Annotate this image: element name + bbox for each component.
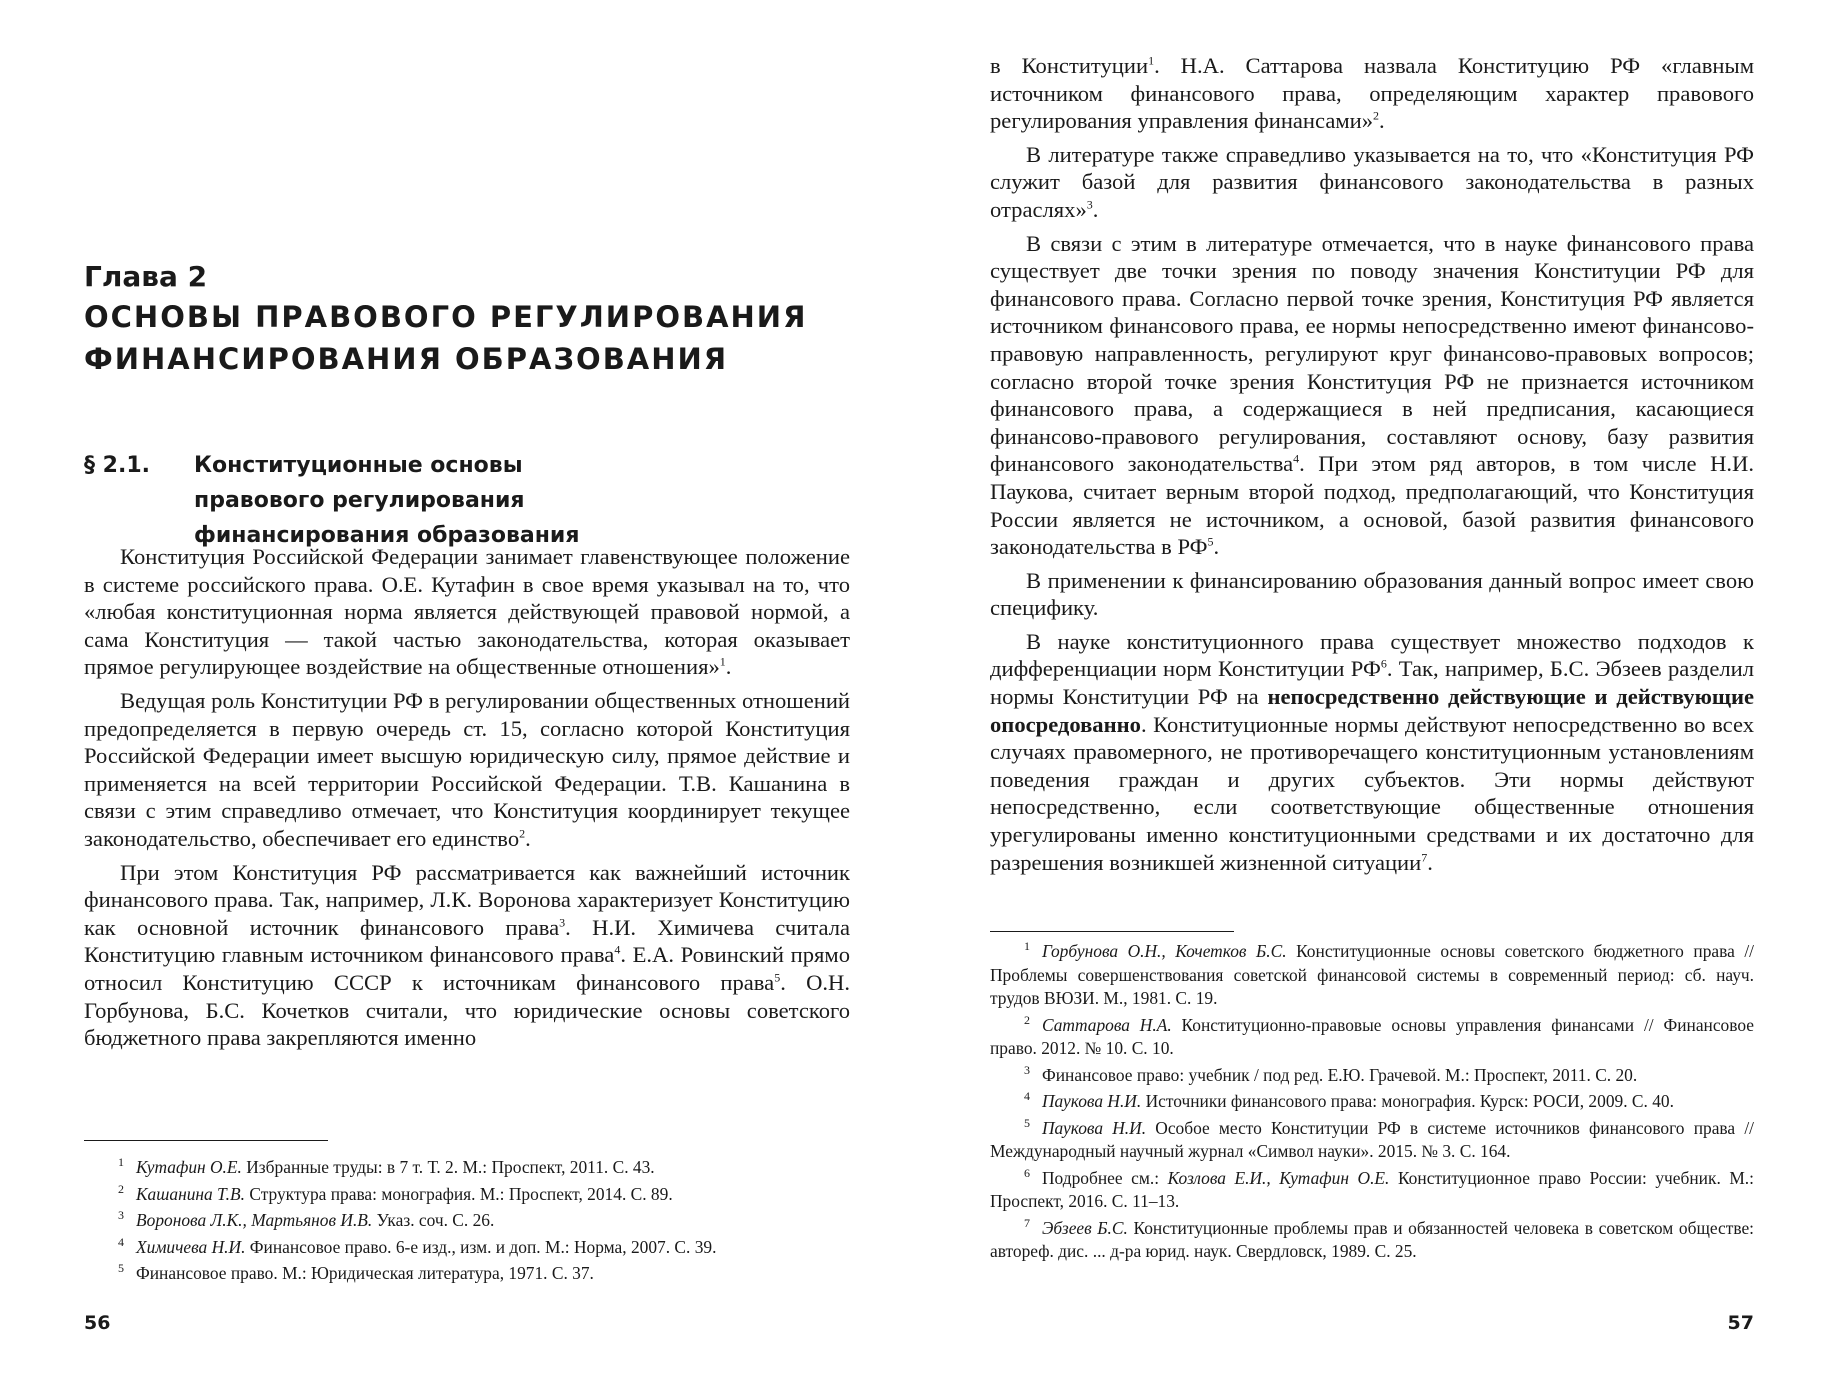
page-number: 56: [84, 1312, 111, 1334]
footnote-ref[interactable]: 5: [1207, 534, 1214, 549]
footnote-ref[interactable]: 4: [614, 942, 621, 957]
section-heading: [84, 448, 850, 553]
footnote-ref[interactable]: 1: [1148, 53, 1155, 68]
footnote-ref[interactable]: 2: [1373, 108, 1380, 123]
paragraph: В связи с этим в литературе отмечается, что в науке финансового права существует две точки зрения по поводу значения Конституции РФ для финансового права. Согласно первой точке зрения, Конституция РФ является источником финансового права, ее нормы непосредственно имеют финансово-правовую направленность, регулируют круг финансово-правовых вопросов; согласно второй точке зрения Конституция РФ не признается источником финансового права, а содержащиеся в ней предписания, касающиеся финансово-правового регулирования, составляют основу, базу развития финансового законодательства$^4$. При этом ряд авторов, в том числе Н.И. Паукова, считает верным второй подход, предполагающий, что Конституция России является не источником, а основой, базой развития финансового законодательства в $РФ^5$.: [990, 230, 1755, 560]
footnote-ref[interactable]: 2: [519, 826, 526, 841]
chapter-title-line: ФИНАНСИРОВАНИЯ ОБРАЗОВАНИЯ: [84, 342, 729, 376]
section-number: § 2.1.: [84, 453, 150, 478]
footnote-ref[interactable]: 6: [1380, 656, 1387, 671]
footnote-ref[interactable]: 3: [559, 915, 566, 930]
section-title-line: правового регулирования: [194, 488, 525, 513]
left-body-text: [84, 543, 850, 1058]
bold-term: непосредственно действующие: [1267, 684, 1586, 710]
footnote: $^2$ Саттарова Н.А. Конституционно-правовые основы управления финансами // Финансовое право. 2012. № 10. С. 10.: [990, 1012, 1754, 1058]
footnote: $^4$ Паукова Н.И. Источники финансового права: монография. Курск: РОСИ, 2009. С. 40.: [1024, 1089, 1674, 1111]
footnote-ref[interactable]: 7: [1421, 850, 1428, 865]
footnote: $^6$ Подробнее см.: Козлова Е.И., Кутафин О.Е. Конституционное право России: учебник. М.: Проспект, 2016. С. 11–13.: [990, 1165, 1754, 1211]
footnote: $^1$ Горбунова О.Н., Кочетков Б.С. Конституционные основы советского бюджетного права // Проблемы совершенствования советской финансовой системы в современный период: сб. науч. трудов ВЮЗИ. М., 1981. С. 19.: [990, 939, 1755, 1008]
left-page: [84, 0, 850, 1386]
paragraph: Конституция Российской Федерации занимает главенствующее положение в системе российского права. О.Е. Кутафин в свое время указывал на то, что «любая конституционная норма является действующей правовой нормой, а сама Конституция — такой частью законодательства, которая оказывает прямое регулирующее воздействие на общественные отношения»$^1$.: [84, 544, 850, 680]
paragraph: При этом Конституция РФ рассматривается как важнейший источник финансового права. Так, например, Л.К. Воронова характеризует Конституцию как основной источник финансового права$^3$. Н.И. Химичева считала Конституцию главным источником финансового права$^4$. Е.А. Ровинский прямо относил Конституцию СССР к источникам финансового права$^5$. О.Н. Горбунова, Б.С. Кочетков считали, что юридические основы советского бюджетного права закрепляются именно: [84, 859, 850, 1051]
chapter-heading: [84, 258, 850, 380]
footnote: $^5$ Финансовое право. М.: Юридическая литература, 1971. С. 37.: [118, 1261, 594, 1283]
right-body-text: [990, 52, 1754, 882]
footnote-ref[interactable]: 5: [774, 970, 781, 985]
footnote: $^1$ Кутафин О.Е. Избранные труды: в 7 т. Т. 2. М.: Проспект, 2011. С. 43.: [118, 1155, 655, 1177]
footnote: $^2$ Кашанина Т.В. Структура права: монография. М.: Проспект, 2014. С. 89.: [118, 1181, 673, 1204]
chapter-number: Глава 2: [84, 260, 208, 293]
section-title: [194, 448, 850, 553]
section-title-line: финансирования образования: [194, 523, 580, 548]
chapter-title-line: ОСНОВЫ ПРАВОВОГО РЕГУЛИРОВАНИЯ: [84, 300, 808, 334]
footnote: $^5$ Паукова Н.И. Особое место Конституции РФ в системе источников финансового права // Международный научный журнал «Символ науки». 2015. № 3. С. 164.: [990, 1115, 1754, 1161]
footnote: $^4$ Химичева Н.И. Финансовое право. 6-е изд., изм. и доп. М.: Норма, 2007. С. 39.: [118, 1234, 717, 1257]
footnote: $^3$ Воронова Л.К., Мартьянов И.В. Указ. соч. С. 26.: [118, 1208, 495, 1230]
left-footnotes: [84, 1156, 850, 1289]
page-number: 57: [1727, 1312, 1754, 1334]
footnote-ref[interactable]: 1: [719, 654, 726, 669]
footnote-divider: [84, 1140, 328, 1141]
paragraph: в Конституции$^1$. Н.А. Саттарова назвала Конституцию РФ «главным источником финансового права, определяющим характер правового регулирования управления финансами»$^2$.: [990, 53, 1754, 134]
footnote: $^3$ Финансовое право: учебник / под ред. Е.Ю. Грачевой. М.: Проспект, 2011. С. 20.: [1024, 1062, 1638, 1085]
paragraph: В применении к финансированию образования данный вопрос имеет свою специфику.: [990, 567, 1754, 621]
footnote-divider: [990, 931, 1234, 932]
right-footnotes: [990, 940, 1754, 1267]
footnote: $^7$ Эбзеев Б.С. Конституционные проблемы прав и обязанностей человека в советском обществе: автореф. дис. ... д-ра юрид. наук. Свердловск, 1989. С. 25.: [990, 1215, 1754, 1261]
footnote-ref[interactable]: 3: [1086, 197, 1093, 212]
paragraph: В литературе также справедливо указывается на то, что «Конституция РФ служит базой для развития финансового законодательства в разных отраслях»$^3$.: [990, 141, 1754, 222]
paragraph: Ведущая роль Конституции РФ в регулировании общественных отношений предопределяется в первую очередь ст. 15, согласно которой Конституция Российской Федерации имеет высшую юридическую силу, прямое действие и применяется на всей территории Российской Федерации. Т.В. Кашанина в связи с этим справедливо отмечает, что Конституция координирует текущее законодательство, обеспечивает его единство$^2$.: [84, 687, 850, 851]
section-title-line: Конституционные основы: [194, 453, 523, 478]
chapter-title: [84, 296, 850, 380]
footnote-ref[interactable]: 4: [1293, 451, 1300, 466]
paragraph: В науке конституционного права существует множество подходов к дифференциации норм Конституции $РФ^6$. Так, например, Б.С. Эбзеев разделил нормы Конституции РФ на непосредственно действующие и действующие опосредованно. Конституционные нормы действуют непосредственно во всех случаях правомерного, не противоречащего конституционным установлениям поведения граждан и других субъектов. Эти нормы действуют непосредственно, если соответствующие общественные отношения урегулированы именно конституционными средствами и их достаточно для разрешения возникшей жизненной ситуации$^7$.: [990, 628, 1755, 875]
right-page: [990, 0, 1754, 1386]
bold-term: действующие опосредованно: [990, 684, 1754, 737]
